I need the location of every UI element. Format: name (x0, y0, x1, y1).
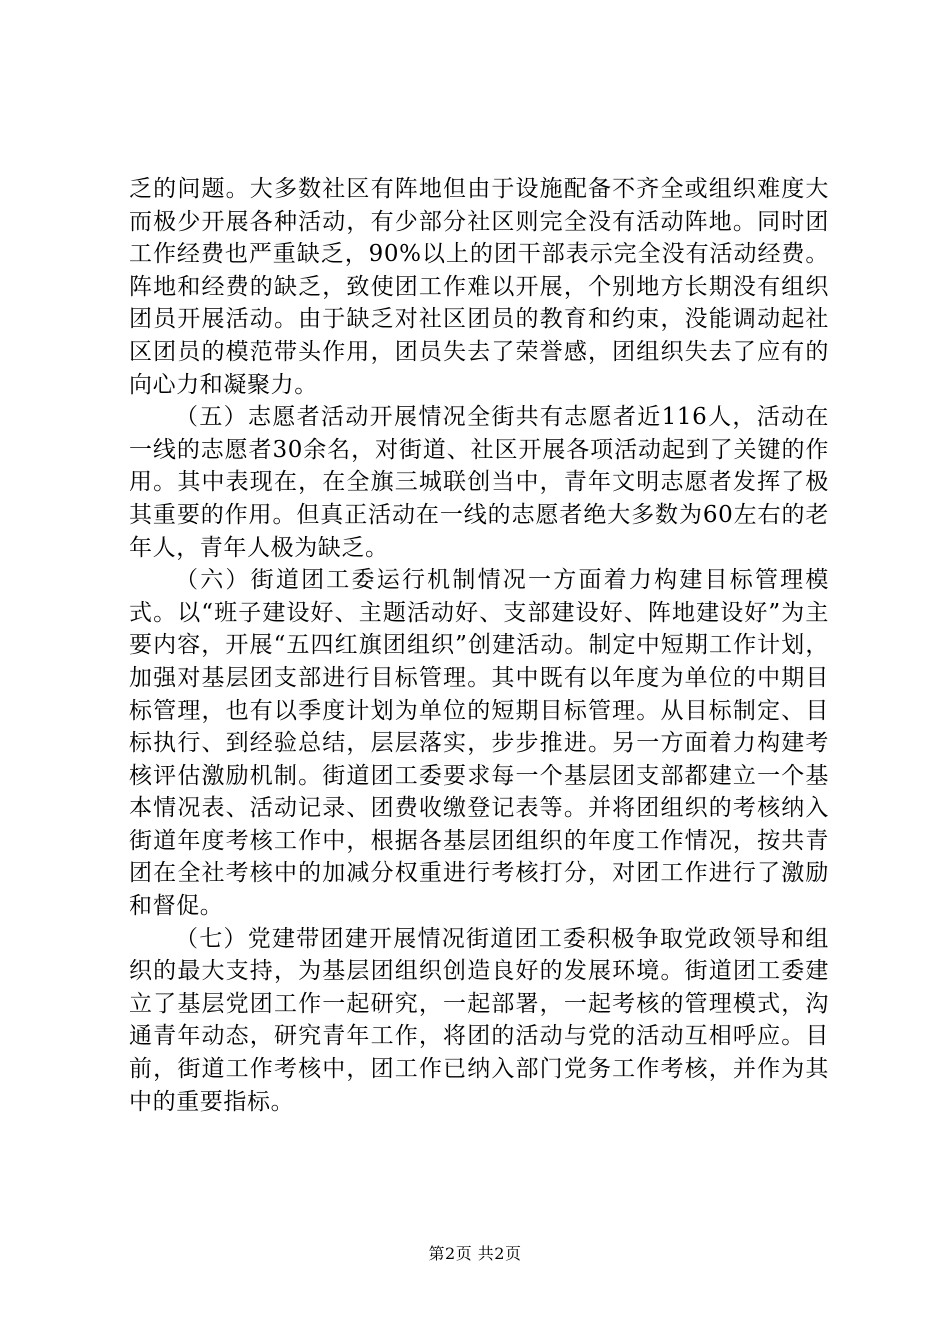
paragraph-volunteers: （五）志愿者活动开展情况全街共有志愿者近116人，活动在一线的志愿者30余名，对街道、社区开展各项活动起到了关键的作用。其中表现在，在全旗三城联创当中，青年文明志愿者发挥了极其重要的作用。但真正活动在一线的志愿者绝大多数为60左右的老年人，青年人极为缺乏。 (129, 404, 829, 561)
paragraph-continuation: 乏的问题。大多数社区有阵地但由于设施配备不齐全或组织难度大而极少开展各种活动，有少部分社区则完全没有活动阵地。同时团工作经费也严重缺乏，90%以上的团干部表示完全没有活动经费。阵地和经费的缺乏，致使团工作难以开展，个别地方长期没有组织团员开展活动。由于缺乏对社区团员的教育和约束，没能调动起社区团员的模范带头作用，团员失去了荣誉感，团组织失去了应有的向心力和凝聚力。 (129, 176, 829, 398)
page-number-footer: 第2页 共2页 (428, 1244, 522, 1263)
paragraph-mechanism: （六）街道团工委运行机制情况一方面着力构建目标管理模式。以“班子建设好、主题活动好、支部建设好、阵地建设好”为主要内容，开展“五四红旗团组织”创建活动。制定中短期工作计划，加强对基层团支部进行目标管理。其中既有以年度为单位的中期目标管理，也有以季度计划为单位的短期目标管理。从目标制定、目标执行、到经验总结，层层落实，步步推进。另一方面着力构建考核评估激励机制。街道团工委要求每一个基层团支部都建立一个基本情况表、活动记录、团费收缴登记表等。并将团组织的考核纳入街道年度考核工作中，根据各基层团组织的年度工作情况，按共青团在全社考核中的加减分权重进行考核打分，对团工作进行了激励和督促。 (129, 567, 829, 920)
paragraph-party-building: （七）党建带团建开展情况街道团工委积极争取党政领导和组织的最大支持，为基层团组织创造良好的发展环境。街道团工委建立了基层党团工作一起研究，一起部署，一起考核的管理模式，沟通青年动态，研究青年工作，将团的活动与党的活动互相呼应。目前，街道工作考核中，团工作已纳入部门党务工作考核，并作为其中的重要指标。 (129, 925, 829, 1115)
document-body (129, 173, 829, 1118)
